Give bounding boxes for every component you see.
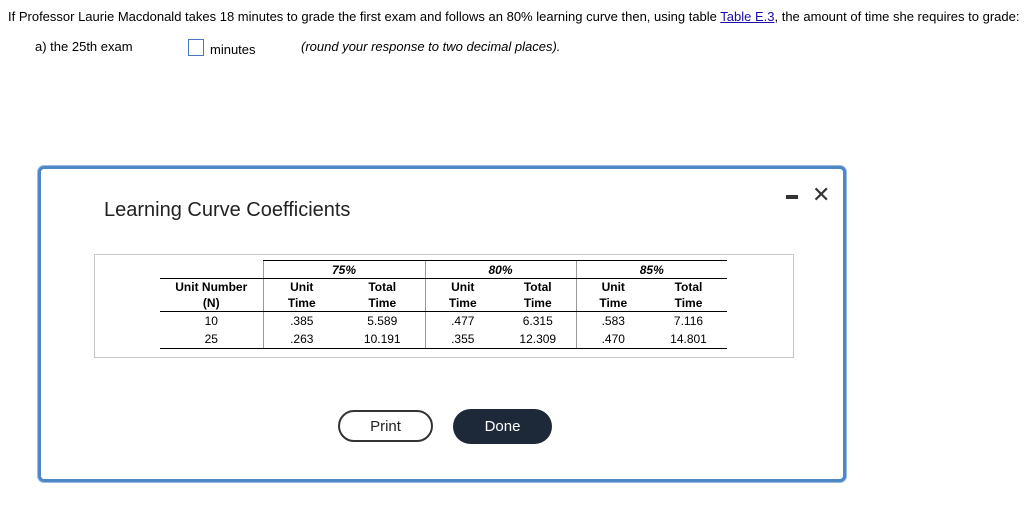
question-text-after: , the amount of time she requires to grade: (774, 9, 1020, 24)
total-time-header: Total Time (340, 279, 425, 312)
table-cell: 5.589 (367, 314, 398, 328)
table-link[interactable]: Table E.3 (720, 9, 775, 24)
table-cell: .385 (263, 312, 340, 331)
group-75-header: 75% (263, 261, 425, 279)
unit-time-header: Unit Time (576, 279, 650, 312)
unit-time-header: Unit Time (263, 279, 340, 312)
question-text-before: If Professor Laurie Macdonald takes 18 minutes to grade the first exam and follows an 80% learning curve then, using table (8, 9, 721, 24)
print-button[interactable]: Print (338, 410, 433, 442)
group-85-header: 85% (576, 261, 727, 279)
unit-label: minutes (210, 42, 256, 57)
table-cell: 7.116 (673, 314, 704, 328)
table-row (160, 312, 727, 331)
table-cell: .470 (576, 330, 650, 349)
close-icon[interactable]: ✕ (812, 182, 831, 207)
dialog-title: Learning Curve Coefficients (104, 199, 351, 221)
table-cell: 10.191 (340, 330, 425, 349)
table-cell: 6.315 (522, 314, 553, 328)
group-80-header: 80% (425, 261, 576, 279)
answer-input[interactable] (188, 39, 204, 56)
minimize-icon[interactable] (786, 195, 798, 199)
done-button[interactable]: Done (453, 409, 552, 444)
unit-number-header: Unit Number (N) (160, 279, 263, 312)
table-cell: 12.309 (500, 330, 576, 349)
question-text (8, 9, 1019, 24)
table-cell: .263 (263, 330, 340, 349)
table-row (160, 330, 727, 349)
learning-curve-dialog (38, 166, 846, 482)
table-cell: .583 (576, 312, 650, 331)
total-time-header: Total Time (500, 279, 576, 312)
table-cell: 14.801 (650, 330, 727, 349)
table-frame (94, 254, 794, 358)
table-cell: .355 (425, 330, 500, 349)
part-a-label: a) the 25th exam (35, 39, 133, 54)
unit-time-header: Unit Time (425, 279, 500, 312)
table-cell: 10 (204, 314, 218, 328)
learning-curve-table (160, 260, 727, 349)
rounding-hint: (round your response to two decimal places). (301, 39, 561, 54)
total-time-header: Total Time (650, 279, 727, 312)
table-cell: 25 (160, 330, 263, 349)
table-cell: .477 (425, 312, 500, 331)
